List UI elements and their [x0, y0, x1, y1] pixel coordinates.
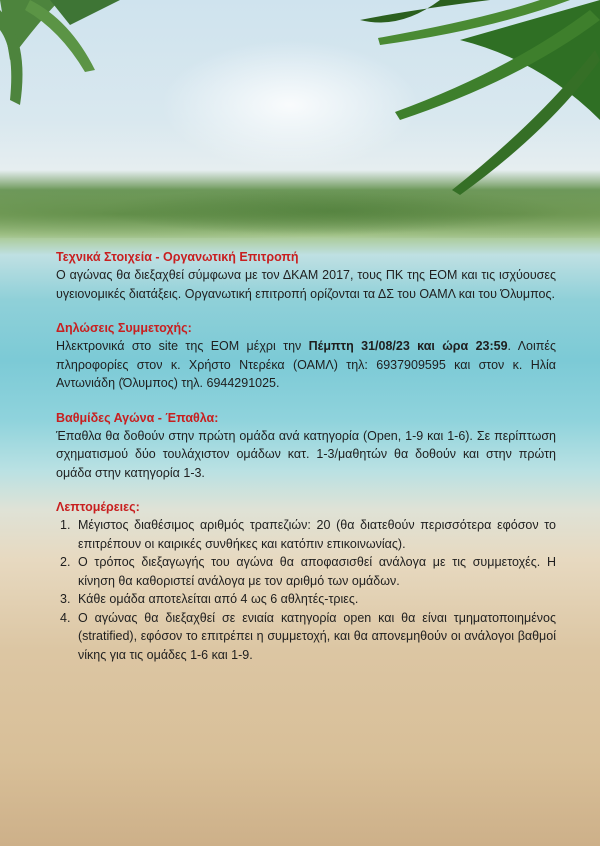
details-section: [56, 498, 556, 664]
item-number: 4.: [60, 610, 71, 625]
entries-section: [56, 319, 556, 393]
content-body: [56, 248, 556, 680]
section-heading: Δηλώσεις Συμμετοχής:: [56, 321, 192, 335]
section-text: Έπαθλα θα δοθούν στην πρώτη ομάδα ανά κατηγορία (Open, 1-9 και 1-6). Σε περίπτωση σχηματισμού δύο τουλάχιστον ομάδων κατ. 1-3/μαθητών θα δοθούν και στην πρώτη ομάδα στην κατηγορία 1-3.: [56, 428, 556, 480]
item-text: Ο τρόπος διεξαγωγής του αγώνα θα αποφασισθεί ανάλογα με τις συμμετοχές. Η κίνηση θα καθοριστεί ανάλογα με τον αριθμό των ομάδων.: [78, 555, 556, 588]
details-list: [56, 516, 556, 664]
technical-info-section: [56, 248, 556, 303]
item-number: 1.: [60, 518, 71, 532]
section-text: Ο αγώνας θα διεξαχθεί σύμφωνα με τον ΔΚΑΜ 2017, τους ΠΚ της ΕΟΜ και τις ισχύουσες υγειονομικές διατάξεις. Οργανωτική επιτροπή ορίζονται τα ΔΣ του ΟΑΜΛ και του Όλυμπος.: [56, 268, 556, 301]
item-number: 3.: [60, 592, 71, 606]
text-part: Ηλεκτρονικά στο site της ΕΟΜ μέχρι την: [56, 339, 309, 353]
item-number: 2.: [60, 555, 71, 569]
section-heading: Λεπτομέρειες:: [56, 500, 140, 514]
deadline-text: Πέμπτη 31/08/23 και ώρα 23:59: [308, 339, 508, 353]
item-text: Μέγιστος διαθέσιμος αριθμός τραπεζιών: 20 (θα διατεθούν περισσότερα εφόσον το επιτρέπουν οι καιρικές συνθήκες και κατόπιν επικοινωνίας).: [78, 518, 556, 551]
list-item: [56, 609, 556, 665]
text-part: . Λοιπές πληροφορίες στον κ. Χρήστο Ντερέκα (ΟΑΜΛ) τηλ: 6937909595 και στον κ. Ηλία Αντωνιάδη (Όλυμπος) τηλ. 6944291025.: [56, 339, 556, 390]
section-heading: Βαθμίδες Αγώνα - Έπαθλα:: [56, 410, 219, 425]
list-item: [56, 553, 556, 590]
palm-leaves-left-icon: [0, 0, 130, 110]
palm-leaves-right-icon: [340, 0, 600, 200]
section-text: [56, 337, 556, 393]
list-item: [56, 516, 556, 553]
item-text: Ο αγώνας θα διεξαχθεί σε ενιαία κατηγορία open και θα είναι τμηματοποιημένος (stratified), εφόσον το επιτρέπει η συμμετοχή, και θα απονεμηθούν οι ανάλογοι βαθμοί νίκης για τις ομάδες 1-6 και 1-9.: [78, 610, 556, 662]
prizes-section: [56, 409, 556, 483]
section-heading: Τεχνικά Στοιχεία - Οργανωτική Επιτροπή: [56, 250, 299, 264]
list-item: [56, 590, 556, 609]
item-text: Κάθε ομάδα αποτελείται από 4 ως 6 αθλητές-τριες.: [78, 592, 359, 606]
